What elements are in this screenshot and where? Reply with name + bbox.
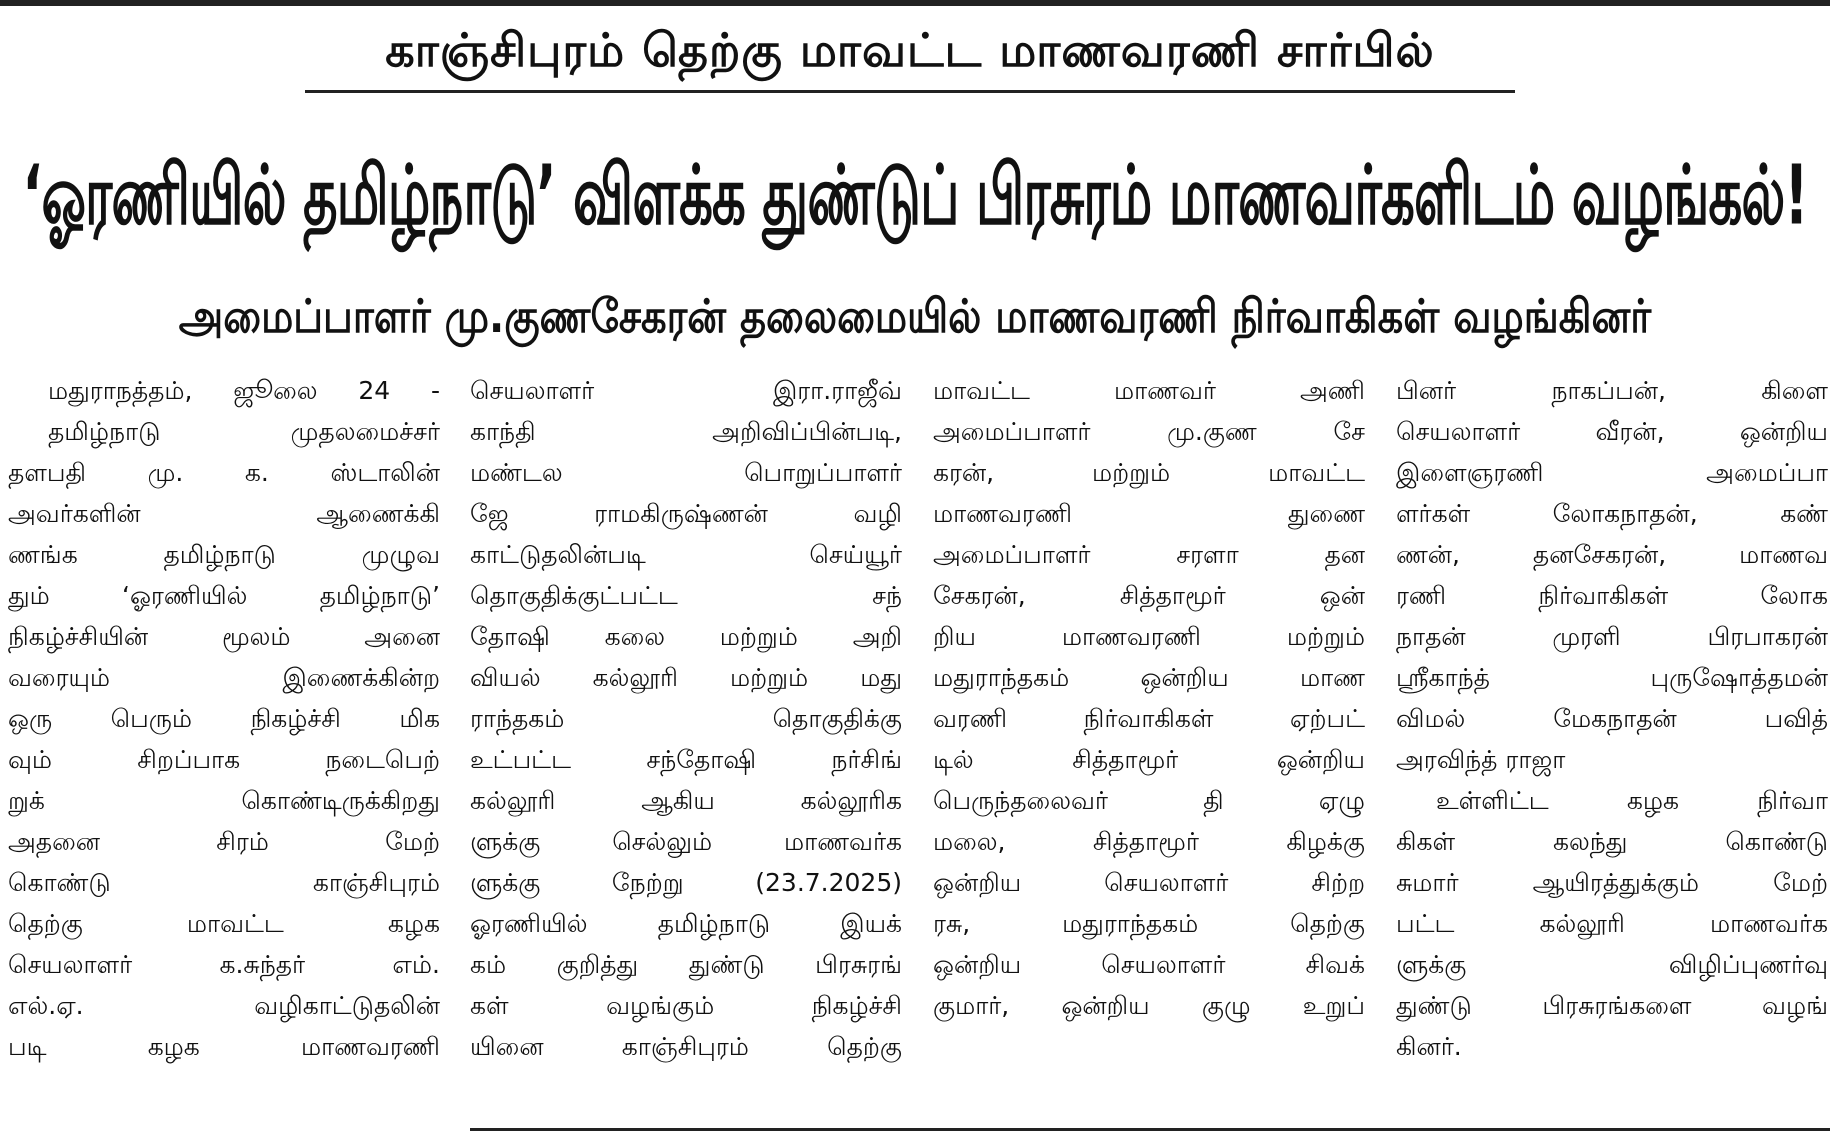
article-line: ஒன்றிய செயலாளர் சிற்ற — [933, 868, 1365, 897]
article-line: ணன், தனசேகரன், மாணவ — [1396, 540, 1828, 569]
article-line: செயலாளர் வீரன், ஒன்றிய — [1396, 417, 1828, 446]
top-border-rule — [0, 0, 1830, 6]
article-line: சேகரன், சித்தாமூர் ஒன் — [933, 581, 1365, 610]
article-line: ளுக்கு விழிப்புணர்வு — [1396, 950, 1828, 979]
article-line: ஸ்ரீகாந்த் புருஷோத்தமன் — [1396, 663, 1828, 692]
article-line: ளுக்கு செல்லும் மாணவர்க — [470, 827, 902, 856]
article-line: கொண்டு காஞ்சிபுரம் — [8, 868, 440, 897]
article-line: குமார், ஒன்றிய குழு உறுப் — [933, 991, 1365, 1020]
article-line: நிகழ்ச்சியின் மூலம் அனை — [8, 622, 440, 651]
article-line: பினர் நாகப்பன், கிளை — [1396, 376, 1828, 405]
article-line: கள் வழங்கும் நிகழ்ச்சி — [470, 991, 902, 1020]
article-line: மண்டல பொறுப்பாளர் — [470, 458, 902, 487]
article-line: அமைப்பாளர் சரளா தன — [933, 540, 1365, 569]
article-line: சுமார் ஆயிரத்துக்கும் மேற் — [1396, 868, 1828, 897]
article-line: கல்லூரி ஆகிய கல்லூரிக — [470, 786, 902, 815]
article-line: பட்ட கல்லூரி மாணவர்க — [1396, 909, 1828, 938]
article-line: மதுராநத்தம், ஜூலை 24 - — [48, 376, 440, 405]
article-line: மாவட்ட மாணவர் அணி — [933, 376, 1365, 405]
article-line: எல்.ஏ. வழிகாட்டுதலின் — [8, 991, 440, 1020]
article-line: அவர்களின் ஆணைக்கி — [8, 499, 440, 528]
article-line: வும் சிறப்பாக நடைபெற் — [8, 745, 440, 774]
article-line: படி கழக மாணவரணி — [8, 1032, 440, 1061]
article-line: கினர். — [1396, 1032, 1462, 1061]
article-line: ஒரு பெரும் நிகழ்ச்சி மிக — [8, 704, 440, 733]
article-line: தோஷி கலை மற்றும் அறி — [470, 622, 902, 651]
article-line: கரன், மற்றும் மாவட்ட — [933, 458, 1365, 487]
article-line: தெற்கு மாவட்ட கழக — [8, 909, 440, 938]
article-line: ஜே ராமகிருஷ்ணன் வழி — [470, 499, 902, 528]
article-line: தும் ‘ஓரணியில் தமிழ்நாடு’ — [8, 581, 440, 610]
article-line: மாணவரணி துணை — [933, 499, 1365, 528]
article-line: டில் சித்தாமூர் ஒன்றிய — [933, 745, 1365, 774]
article-column-2 — [470, 370, 902, 1125]
article-line: உள்ளிட்ட கழக நிர்வா — [1436, 786, 1828, 815]
article-line: ராந்தகம் தொகுதிக்கு — [470, 704, 902, 733]
article-line: அரவிந்த் ராஜா — [1396, 745, 1566, 774]
article-line: றுக் கொண்டிருக்கிறது — [8, 786, 440, 815]
article-line: மதுராந்தகம் ஒன்றிய மாண — [933, 663, 1365, 692]
article-line: ளர்கள் லோகநாதன், கண் — [1396, 499, 1828, 528]
article-body — [8, 370, 1828, 1125]
article-column-4 — [1396, 370, 1828, 1125]
article-line: பெருந்தலைவர் தி ஏழு — [933, 786, 1365, 815]
article-line: கம் குறித்து துண்டு பிரசுரங் — [470, 950, 902, 979]
article-line: மலை, சித்தாமூர் கிழக்கு — [933, 827, 1365, 856]
bottom-border-rule — [470, 1128, 1830, 1131]
article-line: காட்டுதலின்படி செய்யூர் — [470, 540, 902, 569]
article-line: ணங்க தமிழ்நாடு முழுவ — [8, 540, 440, 569]
article-line: ரணி நிர்வாகிகள் லோக — [1396, 581, 1828, 610]
article-line: விமல் மேகநாதன் பவித் — [1396, 704, 1828, 733]
article-line: வரையும் இணைக்கின்ற — [8, 663, 440, 692]
article-line: றிய மாணவரணி மற்றும் — [933, 622, 1365, 651]
article-line: அதனை சிரம் மேற் — [8, 827, 440, 856]
article-line: ஒன்றிய செயலாளர் சிவக் — [933, 950, 1365, 979]
article-line: உட்பட்ட சந்தோஷி நர்சிங் — [470, 745, 902, 774]
article-line: தமிழ்நாடு முதலமைச்சர் — [48, 417, 440, 446]
article-line: ளுக்கு நேற்று (23.7.2025) — [470, 868, 902, 897]
article-line: நாதன் முரளி பிரபாகரன் — [1396, 622, 1828, 651]
article-line: அமைப்பாளர் மு.குண சே — [933, 417, 1365, 446]
article-line: ஓரணியில் தமிழ்நாடு இயக் — [470, 909, 902, 938]
article-line: ரசு, மதுராந்தகம் தெற்கு — [933, 909, 1365, 938]
article-line: வரணி நிர்வாகிகள் ஏற்பட் — [933, 704, 1365, 733]
article-line: கிகள் கலந்து கொண்டு — [1396, 827, 1828, 856]
article-line: காந்தி அறிவிப்பின்படி, — [470, 417, 902, 446]
kicker-headline: காஞ்சிபுரம் தெற்கு மாவட்ட மாணவரணி சார்பில் — [385, 23, 1435, 77]
article-line: யினை காஞ்சிபுரம் தெற்கு — [470, 1032, 902, 1061]
article-line: துண்டு பிரசுரங்களை வழங் — [1396, 991, 1828, 1020]
article-column-1 — [8, 370, 440, 1125]
article-line: செயலாளர் இரா.ராஜீவ் — [470, 376, 902, 405]
article-column-3 — [933, 370, 1365, 1125]
article-line: தளபதி மு. க. ஸ்டாலின் — [8, 458, 440, 487]
sub-headline: அமைப்பாளர் மு.குணசேகரன் தலைமையில் மாணவரணி நிர்வாகிகள் வழங்கினர் — [178, 290, 1652, 344]
article-line: இளைஞரணி அமைப்பா — [1396, 458, 1828, 487]
main-headline: ‘ஓரணியில் தமிழ்நாடு’ விளக்க துண்டுப் பிரசுரம் மாணவர்களிடம் வழங்கல்! — [22, 148, 1808, 244]
article-line: வியல் கல்லூரி மற்றும் மது — [470, 663, 902, 692]
article-line: செயலாளர் க.சுந்தர் எம். — [8, 950, 440, 979]
article-line: தொகுதிக்குட்பட்ட சந் — [470, 581, 902, 610]
